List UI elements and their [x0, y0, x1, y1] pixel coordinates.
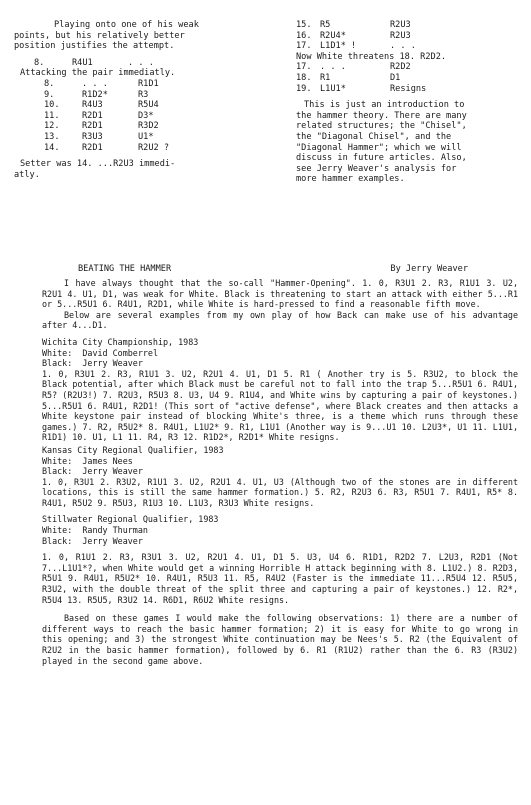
closing-line: This is just an introduction to: [304, 100, 465, 111]
game-moves: 1. 0, R3U1 2. R3, R1U1 3. U2, R2U1 4. U1, D1 5. R1 ( Another try is 5. R3U2, to block the Black potential, after which Black must be careful not to fall into the trap 5...R5U1 6. R4U1, R5? (R2U3!) 7. R2U3, R5U3 8. U3, U4 9. R1U4, and White wins by capturing a pair of keystones.) 5...R5U1 6. R4U1, R2D1! (This sort of "active defense", where Black creates and then attacks a White keystone pair instead of blocking White's three, is a theme which runs through these games.) 7. R2, R5U2* 8. R4U1, L1U2* 9. R1, L1U1 (Another way is 9...U1 10. L2U3*, U1 11. L1U1, R1D1) 10. U1, L1 11. R4, R3 12. R1D2*, R2D1* White resigns.: [42, 368, 518, 443]
outro-line: Setter was 14. ...R2U3 immedi-: [20, 159, 176, 170]
left-column: [14, 20, 279, 180]
black-label: Black:: [42, 358, 73, 369]
white-player: David Comberrel: [82, 347, 158, 358]
intro-line: points, but his relatively better: [14, 30, 185, 41]
move-row: [296, 62, 526, 73]
closing-line: "Diagonal Hammer"; which we will: [296, 142, 462, 153]
white-move: R2D1: [82, 110, 103, 121]
white-move: R2D1: [82, 121, 103, 132]
black-move: R3D2: [138, 121, 159, 132]
right-column: [296, 20, 526, 185]
note-line: Attacking the pair immediatly.: [20, 68, 176, 79]
black-move: D1: [390, 72, 401, 83]
game-event: Kansas City Regional Qualifier, 1983: [42, 444, 224, 455]
black-move: D3*: [138, 110, 154, 121]
move-row: [14, 58, 279, 69]
move-row: [44, 143, 279, 154]
black-label: Black:: [42, 535, 73, 546]
threat-line: Now White threatens 18. R2D2.: [296, 51, 447, 62]
move-number: 17.: [296, 41, 312, 52]
game-black-row: [42, 358, 518, 369]
move-row: [296, 31, 526, 42]
article-conclusion: Based on these games I would make the following observations: 1) there are a number of different ways to reach the basic hammer formation; 2) it is easy for White to go wrong in this opening; and 3) the strongest White continuation may be Nees's 5. R2 (the Equivalent of R2U2 in the basic hammer formation), followed by 6. R1 (R1U2) rather than the 6. R3 (R3U2) played in the second game above.: [42, 613, 518, 666]
white-label: White:: [42, 347, 73, 358]
black-player: Jerry Weaver: [82, 535, 143, 546]
game-moves: 1. 0, R1U1 2. R3, R3U1 3. U2, R2U1 4. U1, D1 5. U3, U4 6. R1D1, R2D2 7. L2U3, R2D1 (Not 7...L1U1*?, when White would get a winning Horrible H attack beginning with 8. L1U2.) 8. R2D3, R5U1 9. R4U1, R5U2* 10. R4U1, R5U3 11. R5, R4U2 (Faster is the immediate 11...R5U4 12. R5U5, R3U2, with the double threat of the split three and capturing a pair of keystones.) 12. R2*, R5U4 13. R5U5, R3U2 14. R6D1, R6U2 White resigns.: [42, 552, 518, 605]
white-move: R1D2*: [82, 89, 108, 100]
move-number: 13.: [44, 131, 60, 142]
move-number: 17.: [296, 62, 312, 73]
move-row: [296, 20, 526, 31]
white-move: R4U3: [82, 100, 103, 111]
article-title: BEATING THE HAMMER: [78, 264, 172, 274]
white-label: White:: [42, 525, 73, 536]
game-white-row: [42, 348, 518, 359]
move-row: [44, 111, 279, 122]
move-number: 15.: [296, 20, 312, 30]
black-label: Black:: [42, 466, 73, 477]
game-black-row: [42, 466, 518, 477]
closing-line: related structures; the "Chisel",: [296, 121, 467, 132]
game-moves: 1. 0, R3U1 2. R3U2, R1U1 3. U2, R2U1 4. U1, U3 (Although two of the stones are in different locations, this is still the same hammer formation.) 5. R2, R2U3 6. R3, R5U1 7. R4U1, R5* 8. R4U1, R5U2 9. R5U3, R1U3 10. L1U3, R3U3 White resigns.: [42, 476, 518, 508]
game-2: [42, 445, 518, 509]
white-player: James Nees: [82, 455, 133, 466]
black-move: R2D2: [390, 62, 411, 73]
move-row: [44, 100, 279, 111]
move-row: [44, 121, 279, 132]
white-move: R1: [320, 72, 331, 83]
move-number: 9.: [44, 89, 55, 100]
white-move: L1U1*: [320, 83, 346, 94]
black-move: U1*: [138, 131, 154, 142]
closing-line: discuss in future articles. Also,: [296, 153, 467, 164]
closing-line: more hammer examples.: [296, 174, 405, 185]
game-3: [42, 514, 518, 605]
white-move: . . .: [320, 62, 346, 73]
move-number: 11.: [44, 110, 60, 121]
intro-line: Playing onto one of his weak: [54, 20, 199, 30]
article-intro-2: Below are several examples from my own play of how Back can make use of his advantage after 4...D1.: [42, 309, 518, 331]
article: [42, 264, 518, 666]
white-move: R5: [320, 20, 331, 30]
game-event: Stillwater Regional Qualifier, 1983: [42, 514, 219, 525]
move-number: 14.: [44, 142, 60, 153]
black-move: R2U2 ?: [138, 142, 170, 153]
game-black-row: [42, 536, 518, 547]
white-move: . . .: [82, 78, 108, 89]
move-row: [296, 84, 526, 95]
black-move: R1D1: [138, 78, 159, 89]
black-player: Jerry Weaver: [82, 466, 143, 477]
intro-line: position justifies the attempt.: [14, 41, 175, 52]
article-intro: I have always thought that the so-call "Hammer-Opening". 1. 0, R3U1 2. R3, R1U1 3. U2, R2U1 4. U1, D1, was weak for White. Black is threatening to start an attack with either 5...R1 or 5...R5U1 6. R4U1, R2D1, while White is hard-pressed to find a reasonable fifth move.: [42, 278, 518, 310]
white-move: R3U3: [82, 131, 103, 142]
closing-line: the hammer theory. There are many: [296, 110, 467, 121]
white-move: R2D1: [82, 142, 103, 153]
game-event: Wichita City Championship, 1983: [42, 336, 199, 347]
outro-line: atly.: [14, 169, 40, 180]
white-move: R4U1: [72, 57, 93, 68]
closing-line: see Jerry Weaver's analysis for: [296, 163, 457, 174]
article-header: [42, 264, 518, 278]
black-move: . . .: [128, 57, 154, 68]
game-white-row: [42, 525, 518, 536]
closing-line: the "Diagonal Chisel", and the: [296, 131, 452, 142]
move-number: 8.: [34, 57, 45, 68]
move-row: [296, 73, 526, 84]
move-number: 16.: [296, 30, 312, 41]
white-player: Randy Thurman: [82, 525, 148, 536]
black-move: R2U3: [390, 20, 411, 30]
black-move: Resigns: [390, 83, 427, 94]
move-row: [44, 90, 279, 101]
move-number: 12.: [44, 121, 60, 132]
move-row: [296, 41, 526, 52]
article-byline: By Jerry Weaver: [390, 264, 468, 274]
black-move: . . .: [390, 41, 416, 52]
white-move: L1D1* !: [320, 41, 357, 52]
move-number: 8.: [44, 78, 55, 89]
move-number: 18.: [296, 72, 312, 83]
game-white-row: [42, 456, 518, 467]
white-label: White:: [42, 455, 73, 466]
move-row: [44, 132, 279, 143]
move-row: [44, 79, 279, 90]
black-player: Jerry Weaver: [82, 358, 143, 369]
move-number: 19.: [296, 83, 312, 94]
black-move: R3: [138, 89, 149, 100]
white-move: R2U4*: [320, 30, 346, 41]
move-number: 10.: [44, 100, 60, 111]
black-move: R2U3: [390, 30, 411, 41]
black-move: R5U4: [138, 100, 159, 111]
game-1: [42, 337, 518, 443]
